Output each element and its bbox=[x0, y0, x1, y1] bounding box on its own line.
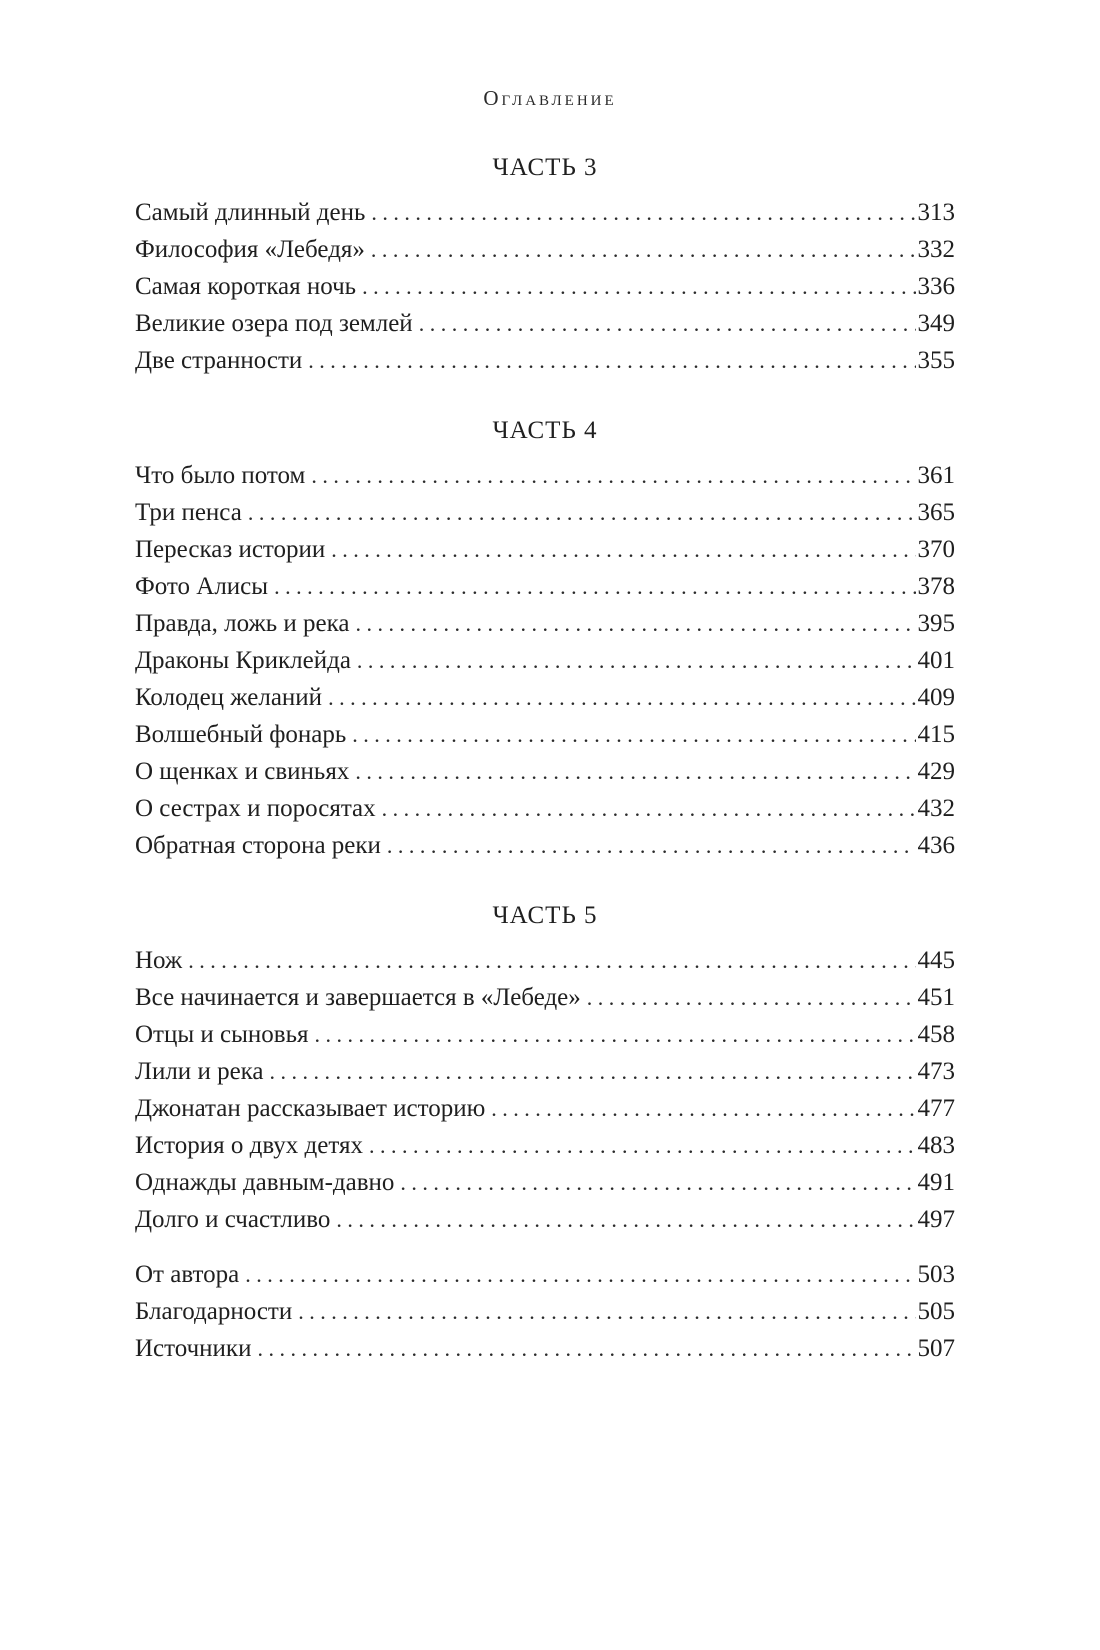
toc-entry[interactable] bbox=[135, 1293, 955, 1330]
toc-entry[interactable] bbox=[135, 568, 955, 605]
dot-leader bbox=[387, 827, 916, 864]
entry-page: 415 bbox=[917, 721, 955, 748]
dot-leader bbox=[371, 231, 916, 268]
dot-leader bbox=[328, 679, 915, 716]
toc-entry[interactable] bbox=[135, 1256, 955, 1293]
entry-title: Две странности bbox=[135, 347, 303, 374]
toc-entry[interactable] bbox=[135, 1164, 955, 1201]
toc-entry[interactable] bbox=[135, 605, 955, 642]
entry-title: Драконы Криклейда bbox=[135, 647, 351, 674]
toc-entry[interactable] bbox=[135, 979, 955, 1016]
entry-title: Философия «Лебедя» bbox=[135, 236, 365, 263]
entry-title: О щенках и свиньях bbox=[135, 758, 350, 785]
entry-title: Благодарности bbox=[135, 1298, 293, 1325]
dot-leader bbox=[491, 1090, 915, 1127]
entry-title: Отцы и сыновья bbox=[135, 1021, 309, 1048]
entry-page: 507 bbox=[917, 1335, 955, 1362]
entry-page: 432 bbox=[917, 795, 955, 822]
entry-page: 473 bbox=[917, 1058, 955, 1085]
running-head: Оглавление bbox=[483, 86, 617, 110]
toc-entry[interactable] bbox=[135, 268, 955, 305]
dot-leader bbox=[308, 342, 915, 379]
entry-title: Лили и река bbox=[135, 1058, 264, 1085]
entry-page: 458 bbox=[917, 1021, 955, 1048]
part-heading: ЧАСТЬ 5 bbox=[492, 902, 598, 929]
dot-leader bbox=[188, 942, 915, 979]
part-heading: ЧАСТЬ 4 bbox=[492, 417, 598, 444]
toc-entry[interactable] bbox=[135, 1053, 955, 1090]
entry-page: 491 bbox=[917, 1169, 955, 1196]
toc-entry[interactable] bbox=[135, 753, 955, 790]
toc-entry[interactable] bbox=[135, 1330, 955, 1367]
toc-entry[interactable] bbox=[135, 1090, 955, 1127]
toc-entry[interactable] bbox=[135, 494, 955, 531]
entry-page: 409 bbox=[917, 684, 955, 711]
table-of-contents bbox=[135, 150, 955, 1367]
entry-page: 505 bbox=[917, 1298, 955, 1325]
entry-page: 336 bbox=[917, 273, 955, 300]
toc-entry[interactable] bbox=[135, 827, 955, 864]
dot-leader bbox=[331, 531, 915, 568]
dot-leader bbox=[315, 1016, 916, 1053]
entry-page: 445 bbox=[917, 947, 955, 974]
dot-leader bbox=[270, 1053, 916, 1090]
entry-page: 361 bbox=[917, 462, 955, 489]
toc-entry[interactable] bbox=[135, 231, 955, 268]
toc-entry[interactable] bbox=[135, 305, 955, 342]
toc-entry[interactable] bbox=[135, 1127, 955, 1164]
entry-page: 401 bbox=[917, 647, 955, 674]
dot-leader bbox=[371, 194, 915, 231]
dot-leader bbox=[298, 1293, 915, 1330]
entry-title: Самая короткая ночь bbox=[135, 273, 357, 300]
toc-entry[interactable] bbox=[135, 642, 955, 679]
entry-page: 365 bbox=[917, 499, 955, 526]
entry-title: О сестрах и поросятах bbox=[135, 795, 376, 822]
dot-leader bbox=[357, 642, 916, 679]
dot-leader bbox=[587, 979, 916, 1016]
entry-title: Что было потом bbox=[135, 462, 306, 489]
toc-entry[interactable] bbox=[135, 942, 955, 979]
entry-page: 429 bbox=[917, 758, 955, 785]
entry-page: 378 bbox=[917, 573, 955, 600]
entry-page: 483 bbox=[917, 1132, 955, 1159]
toc-entry[interactable] bbox=[135, 1016, 955, 1053]
entry-title: Правда, ложь и река bbox=[135, 610, 350, 637]
entry-title: Фото Алисы bbox=[135, 573, 269, 600]
dot-leader bbox=[248, 494, 916, 531]
entry-title: От автора bbox=[135, 1261, 240, 1288]
toc-entry[interactable] bbox=[135, 194, 955, 231]
dot-leader bbox=[356, 605, 916, 642]
entry-title: История о двух детях bbox=[135, 1132, 363, 1159]
entry-title: Волшебный фонарь bbox=[135, 721, 347, 748]
dot-leader bbox=[355, 753, 915, 790]
entry-page: 503 bbox=[917, 1261, 955, 1288]
entry-title: Пересказ истории bbox=[135, 536, 326, 563]
toc-entry[interactable] bbox=[135, 716, 955, 753]
entry-page: 370 bbox=[917, 536, 955, 563]
toc-entry[interactable] bbox=[135, 531, 955, 568]
entry-page: 349 bbox=[917, 310, 955, 337]
entry-title: Колодец желаний bbox=[135, 684, 323, 711]
dot-leader bbox=[382, 790, 916, 827]
toc-entry[interactable] bbox=[135, 790, 955, 827]
entry-title: Все начинается и завершается в «Лебеде» bbox=[135, 984, 581, 1011]
dot-leader bbox=[352, 716, 915, 753]
toc-entry[interactable] bbox=[135, 342, 955, 379]
entry-page: 451 bbox=[917, 984, 955, 1011]
entry-page: 355 bbox=[917, 347, 955, 374]
dot-leader bbox=[311, 457, 915, 494]
entry-title: Самый длинный день bbox=[135, 199, 366, 226]
part-heading: ЧАСТЬ 3 bbox=[492, 154, 598, 181]
entry-page: 395 bbox=[917, 610, 955, 637]
toc-entry[interactable] bbox=[135, 1201, 955, 1238]
dot-leader bbox=[274, 568, 915, 605]
dot-leader bbox=[245, 1256, 915, 1293]
dot-leader bbox=[400, 1164, 915, 1201]
dot-leader bbox=[257, 1330, 915, 1367]
entry-title: Великие озера под землей bbox=[135, 310, 413, 337]
entry-title: Джонатан рассказывает историю bbox=[135, 1095, 486, 1122]
entry-page: 332 bbox=[917, 236, 955, 263]
dot-leader bbox=[419, 305, 916, 342]
entry-page: 477 bbox=[917, 1095, 955, 1122]
dot-leader bbox=[336, 1201, 915, 1238]
toc-entry[interactable] bbox=[135, 679, 955, 716]
entry-page: 436 bbox=[917, 832, 955, 859]
entry-title: Обратная сторона реки bbox=[135, 832, 381, 859]
entry-title: Три пенса bbox=[135, 499, 242, 526]
entry-title: Источники bbox=[135, 1335, 252, 1362]
entry-title: Долго и счастливо bbox=[135, 1206, 331, 1233]
toc-entry[interactable] bbox=[135, 457, 955, 494]
entry-page: 497 bbox=[917, 1206, 955, 1233]
entry-title: Однажды давным-давно bbox=[135, 1169, 395, 1196]
entry-title: Нож bbox=[135, 947, 183, 974]
dot-leader bbox=[362, 268, 915, 305]
entry-page: 313 bbox=[917, 199, 955, 226]
dot-leader bbox=[369, 1127, 916, 1164]
